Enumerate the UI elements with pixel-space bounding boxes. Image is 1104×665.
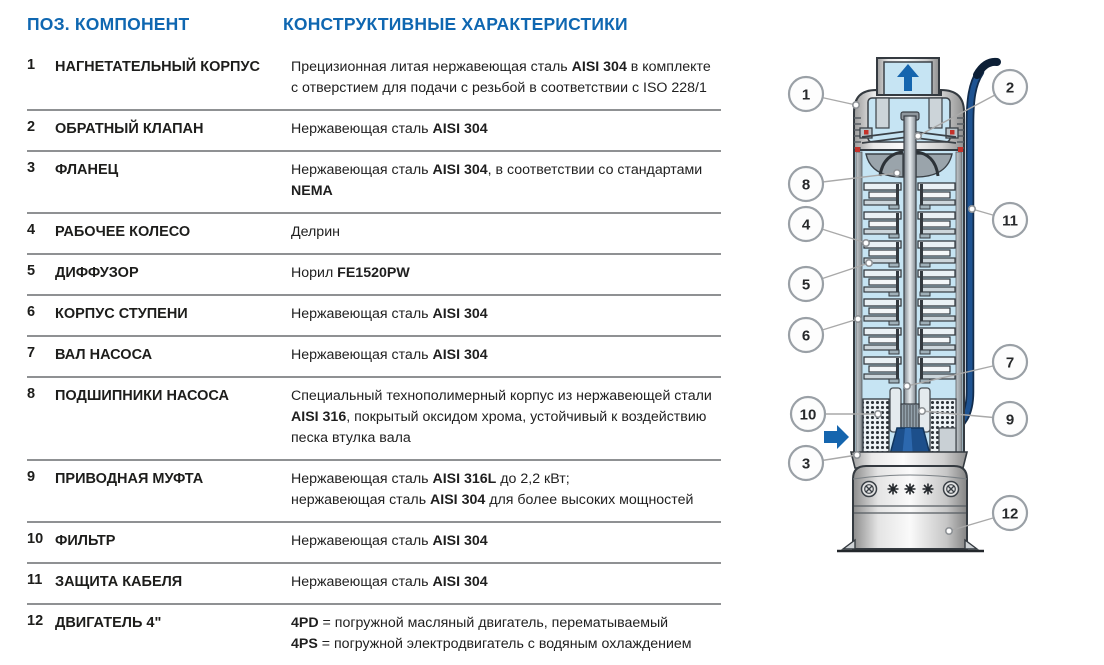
component-name: ДВИГАТЕЛЬ 4" xyxy=(55,615,162,632)
callout-target-dot-10 xyxy=(875,411,881,417)
row-position-number: 3 xyxy=(27,160,36,177)
callout-target-dot-12 xyxy=(946,528,952,534)
callout-target-dot-2 xyxy=(915,133,921,139)
callout-target-dot-7 xyxy=(904,383,910,389)
table-row xyxy=(27,214,721,255)
row-position-number: 11 xyxy=(27,572,43,589)
component-characteristics: Норил FE1520PW xyxy=(291,265,410,282)
callout-number-6: 6 xyxy=(801,327,811,345)
callout-target-dot-9 xyxy=(919,408,925,414)
table-row xyxy=(27,605,721,665)
component-spec-table xyxy=(27,14,721,665)
component-name: ПРИВОДНАЯ МУФТА xyxy=(55,471,204,488)
component-name: ПОДШИПНИКИ НАСОСА xyxy=(55,388,229,405)
component-name: КОРПУС СТУПЕНИ xyxy=(55,306,188,323)
row-position-number: 6 xyxy=(27,304,36,321)
table-header xyxy=(27,14,721,35)
row-position-number: 12 xyxy=(27,613,44,630)
header-pos-component: ПОЗ. КОМПОНЕНТ xyxy=(27,14,190,34)
component-characteristics: Нержавеющая сталь AISI 304 xyxy=(291,347,488,364)
callout-number-4: 4 xyxy=(801,216,811,234)
pump-shaft xyxy=(901,112,919,408)
callout-number-8: 8 xyxy=(801,176,811,194)
callout-target-dot-6 xyxy=(855,316,861,322)
pump-cutaway-diagram xyxy=(780,40,1104,650)
table-row xyxy=(27,255,721,296)
table-row xyxy=(27,111,721,152)
callout-target-dot-1 xyxy=(853,102,859,108)
callout-number-1: 1 xyxy=(801,86,811,104)
component-name: ФИЛЬТР xyxy=(55,533,116,550)
component-name: РАБОЧЕЕ КОЛЕСО xyxy=(55,224,191,241)
motor-foot-right xyxy=(965,540,977,549)
inlet-flow-arrow-icon xyxy=(824,425,849,449)
row-position-number: 7 xyxy=(27,345,36,362)
callout-target-dot-8 xyxy=(894,170,900,176)
row-position-number: 8 xyxy=(27,386,36,403)
table-row xyxy=(27,523,721,564)
row-position-number: 10 xyxy=(27,531,44,548)
table-row xyxy=(27,461,721,523)
callout-number-10: 10 xyxy=(799,406,817,424)
motor-body xyxy=(837,466,984,551)
row-position-number: 4 xyxy=(27,222,36,239)
component-characteristics: Нержавеющая сталь AISI 316L до 2,2 кВт; нержавеющая сталь AISI 304 для более высоких мощностей xyxy=(291,471,694,509)
motor-foot-left xyxy=(843,540,855,549)
callout-target-dot-11 xyxy=(969,206,975,212)
component-characteristics: Делрин xyxy=(291,224,340,241)
component-characteristics: 4PD = погружной масляный двигатель, перематываемый 4PS = погружной электродвигатель с водяным охлаждением xyxy=(291,615,692,653)
component-name: ВАЛ НАСОСА xyxy=(55,347,153,364)
component-name: ЗАЩИТА КАБЕЛЯ xyxy=(55,574,183,591)
component-characteristics: Нержавеющая сталь AISI 304 xyxy=(291,574,488,591)
row-position-number: 2 xyxy=(27,119,36,136)
header-characteristics: КОНСТРУКТИВНЫЕ ХАРАКТЕРИСТИКИ xyxy=(283,14,628,34)
table-row xyxy=(27,337,721,378)
callout-number-2: 2 xyxy=(1005,79,1015,97)
table-row xyxy=(27,564,721,605)
component-characteristics: Специальный технополимерный корпус из нержавеющей стали AISI 316, покрытый оксидом хрома, устойчивый к воздействию песка втулка вала xyxy=(291,388,712,447)
component-characteristics: Нержавеющая сталь AISI 304 xyxy=(291,121,488,138)
callout-number-9: 9 xyxy=(1005,411,1015,429)
component-characteristics: Нержавеющая сталь AISI 304 xyxy=(291,306,488,323)
component-characteristics: Нержавеющая сталь AISI 304, в соответствии со стандартами NEMA xyxy=(291,162,703,200)
table-row xyxy=(27,296,721,337)
component-table-rows xyxy=(27,49,721,665)
callout-number-11: 11 xyxy=(1002,212,1018,230)
table-row xyxy=(27,49,721,111)
component-name: ДИФФУЗОР xyxy=(55,265,139,282)
pump-discharge-outlet xyxy=(877,58,939,96)
component-characteristics: Прецизионная литая нержавеющая сталь AISI 304 в комплекте с отверстием для подачи с резьбой в соответствии с ISO 228/1 xyxy=(291,59,711,97)
callout-number-3: 3 xyxy=(801,455,811,473)
callout-target-dot-3 xyxy=(854,452,860,458)
row-position-number: 9 xyxy=(27,469,36,486)
component-name: ОБРАТНЫЙ КЛАПАН xyxy=(55,121,204,138)
callout-number-7: 7 xyxy=(1005,354,1015,372)
table-row xyxy=(27,378,721,461)
component-characteristics: Нержавеющая сталь AISI 304 xyxy=(291,533,488,550)
callout-number-12: 12 xyxy=(1001,505,1019,523)
component-name: ФЛАНЕЦ xyxy=(55,162,119,179)
callout-number-5: 5 xyxy=(801,276,811,294)
callout-target-dot-4 xyxy=(863,240,869,246)
component-name: НАГНЕТАТЕЛЬНЫЙ КОРПУС xyxy=(55,59,260,75)
table-row xyxy=(27,152,721,214)
row-position-number: 5 xyxy=(27,263,36,280)
row-position-number: 1 xyxy=(27,57,36,73)
cable-end-tip xyxy=(977,62,997,75)
callout-target-dot-5 xyxy=(866,260,872,266)
